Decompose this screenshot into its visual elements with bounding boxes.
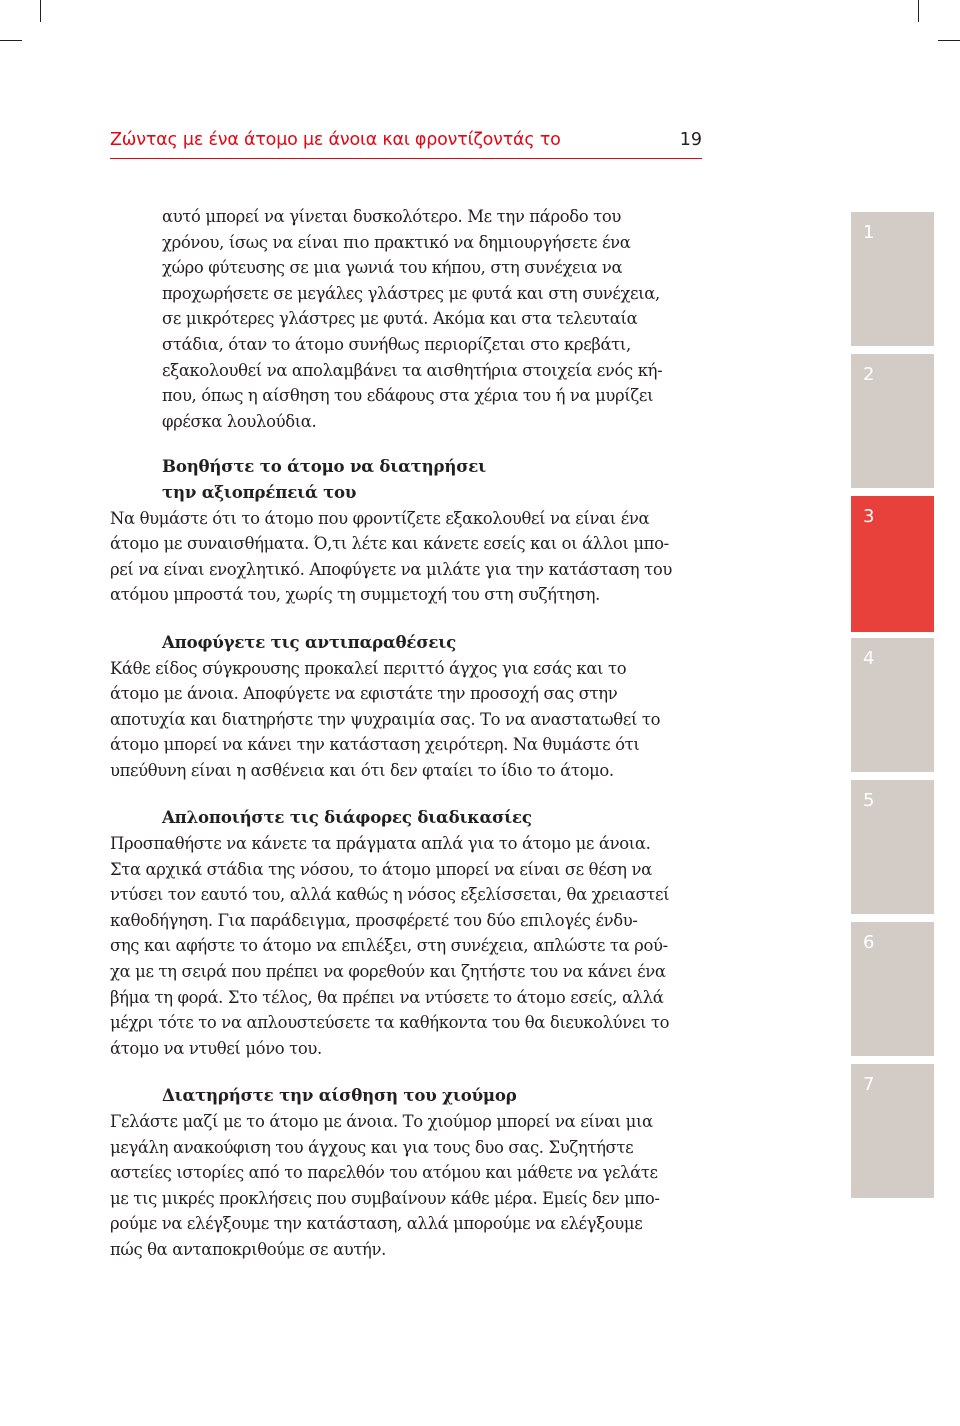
section-heading: Αποφύγετε τις αντιπαραθέσεις — [162, 631, 456, 652]
chapter-tab-2[interactable] — [851, 354, 934, 488]
text-line: άτομο με συναισθήματα. Ό,τι λέτε και κάνετε εσείς και οι άλλοι μπο- — [110, 534, 669, 554]
text-line: προχωρήσετε σε μεγάλες γλάστρες με φυτά και στη συνέχεια, — [162, 283, 660, 303]
chapter-tab-6[interactable] — [851, 922, 934, 1056]
text-line: μεγάλη ανακούφιση του άγχους και για τους δυο σας. Συζητήστε — [110, 1137, 634, 1157]
crop-mark-right-top — [938, 40, 960, 41]
text-line: στάδια, όταν το άτομο συνήθως περιορίζεται στο κρεβάτι, — [162, 334, 631, 354]
text-line: χρόνου, ίσως να είναι πιο πρακτικό να δημιουργήσετε ένα — [162, 232, 631, 252]
text-line: αστείες ιστορίες από το παρελθόν του ατόμου και μάθετε να γελάτε — [110, 1163, 658, 1183]
text-line: Στα αρχικά στάδια της νόσου, το άτομο μπορεί να είναι σε θέση να — [110, 859, 652, 879]
crop-mark-left-top — [0, 40, 22, 41]
text-line: άτομο με άνοια. Αποφύγετε να εφιστάτε την προσοχή σας στην — [110, 684, 618, 704]
chapter-tab-3[interactable] — [851, 496, 934, 632]
text-line: χώρο φύτευσης σε μια γωνιά του κήπου, στη συνέχεια να — [162, 258, 623, 278]
chapter-tab-label: 7 — [863, 1074, 875, 1095]
body-text — [110, 204, 702, 1263]
text-line: αποτυχία και διατηρήστε την ψυχραιμία σας. Το να αναστατωθεί το — [110, 709, 661, 729]
chapter-tab-label: 4 — [863, 648, 875, 669]
chapter-tab-4[interactable] — [851, 638, 934, 772]
header-title: Ζώντας με ένα άτομο με άνοια και φροντίζοντάς το — [110, 130, 561, 150]
text-line: ατόμου μπροστά του, χωρίς τη συμμετοχή του στη συζήτηση. — [110, 585, 600, 605]
text-line: πώς θα ανταποκριθούμε σε αυτήν. — [110, 1239, 386, 1259]
text-line: μέχρι τότε το να απλουστεύσετε τα καθήκοντα του θα διευκολύνει το — [110, 1013, 670, 1033]
text-line: ρούμε να ελέγξουμε την κατάσταση, αλλά μπορούμε να ελέγξουμε — [110, 1214, 643, 1234]
chapter-tab-7[interactable] — [851, 1064, 934, 1198]
text-line: άτομο να ντυθεί μόνο του. — [110, 1038, 322, 1058]
text-line: με τις μικρές προκλήσεις που συμβαίνουν κάθε μέρα. Εμείς δεν μπο- — [110, 1188, 660, 1208]
text-line: υπεύθυνη είναι η ασθένεια και ότι δεν φταίει το ίδιο το άτομο. — [110, 760, 614, 780]
text-line: Να θυμάστε ότι το άτομο που φροντίζετε εξακολουθεί να είναι ένα — [110, 508, 650, 528]
chapter-tab-label: 3 — [863, 506, 875, 527]
crop-mark-top-right — [918, 0, 919, 22]
crop-mark-top-left — [40, 0, 41, 22]
text-line: αυτό μπορεί να γίνεται δυσκολότερο. Με την πάροδο του — [162, 207, 621, 226]
text-line: άτομο μπορεί να κάνει την κατάσταση χειρότερη. Να θυμάστε ότι — [110, 735, 640, 755]
text-line: χα με τη σειρά που πρέπει να φορεθούν και ζητήστε του να κάνει ένα — [110, 962, 666, 982]
section-heading: Απλοποιήστε τις διάφορες διαδικασίες — [162, 807, 532, 828]
running-header — [110, 126, 702, 159]
section-simplify — [110, 805, 702, 1061]
text-line: Γελάστε μαζί με το άτομο με άνοια. Το χιούμορ μπορεί να είναι μια — [110, 1112, 653, 1131]
chapter-tab-1[interactable] — [851, 212, 934, 346]
chapter-tab-5[interactable] — [851, 780, 934, 914]
text-line: εξακολουθεί να απολαμβάνει τα αισθητήρια στοιχεία ενός κή- — [162, 360, 663, 380]
section-humour — [110, 1083, 702, 1262]
text-line: φρέσκα λουλούδια. — [162, 411, 317, 431]
chapter-tab-label: 5 — [863, 790, 875, 811]
page-number: 19 — [679, 130, 702, 150]
text-line: ρεί να είναι ενοχλητικό. Αποφύγετε να μιλάτε για την κατάσταση του — [110, 559, 672, 579]
section-avoid-confrontation — [110, 630, 702, 784]
text-line: σε μικρότερες γλάστρες με φυτά. Ακόμα και στα τελευταία — [162, 309, 638, 329]
chapter-tab-label: 2 — [863, 364, 875, 385]
section-heading: Διατηρήστε την αίσθηση του χιούμορ — [162, 1085, 517, 1106]
text-line: καθοδήγηση. Για παράδειγμα, προσφέρετέ του δύο επιλογές ένδυ- — [110, 910, 638, 930]
chapter-tab-label: 6 — [863, 932, 875, 953]
text-line: που, όπως η αίσθηση του εδάφους στα χέρια του ή να μυρίζει — [162, 386, 654, 406]
section-dignity — [110, 454, 702, 608]
section-heading: Βοηθήστε το άτομο να διατηρήσει — [162, 456, 486, 477]
section-heading: την αξιοπρέπειά του — [162, 481, 357, 502]
intro-paragraph — [110, 204, 702, 434]
text-line: Κάθε είδος σύγκρουσης προκαλεί περιττό άγχος για εσάς και το — [110, 658, 627, 678]
chapter-tab-label: 1 — [863, 222, 875, 243]
text-line: Προσπαθήστε να κάνετε τα πράγματα απλά για το άτομο με άνοια. — [110, 834, 651, 854]
text-line: ντύσει τον εαυτό του, αλλά καθώς η νόσος εξελίσσεται, θα χρειαστεί — [110, 885, 670, 905]
text-line: βήμα τη φορά. Στο τέλος, θα πρέπει να ντύσετε το άτομο εσείς, αλλά — [110, 987, 664, 1007]
text-line: σης και αφήστε το άτομο να επιλέξει, στη συνέχεια, απλώστε τα ρού- — [110, 936, 668, 956]
